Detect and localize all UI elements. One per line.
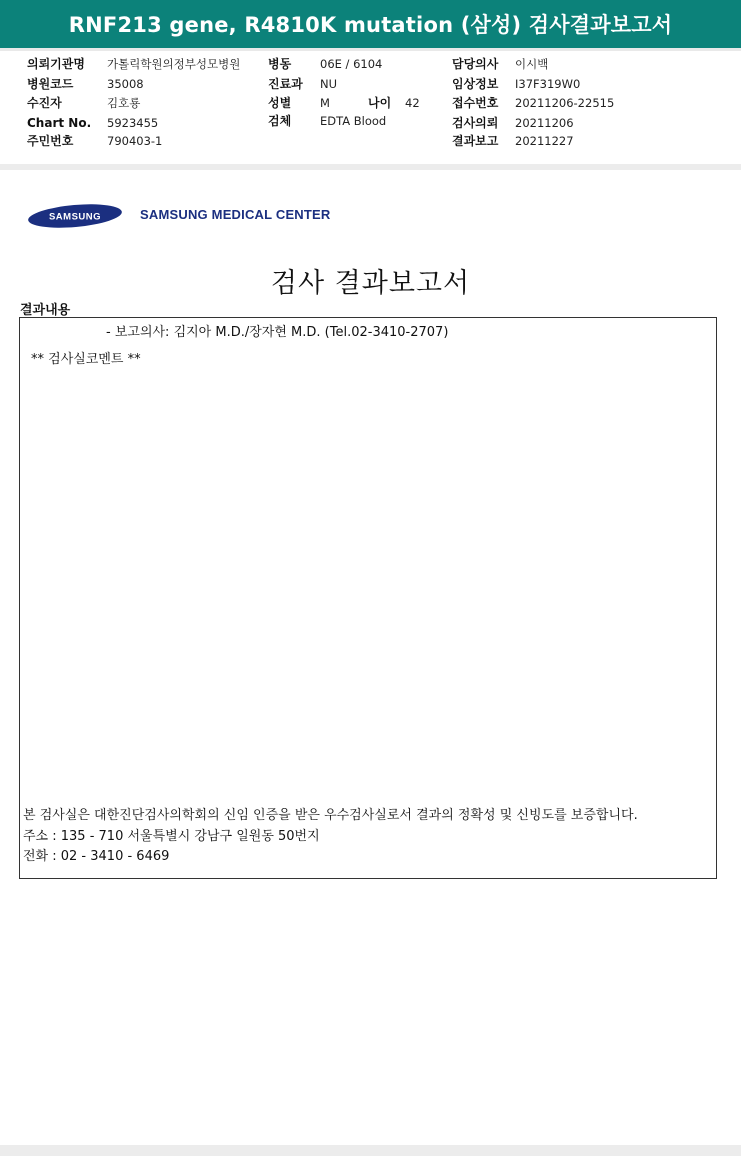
info-label-request-date: 검사의뢰 — [452, 116, 499, 130]
info-value-resident-no: 790403-1 — [107, 134, 163, 148]
info-value-specimen: EDTA Blood — [320, 114, 387, 128]
info-label-doctor: 담당의사 — [452, 57, 499, 71]
info-value-department: NU — [320, 77, 338, 91]
info-label-patient: 수진자 — [27, 96, 62, 110]
info-label-report-date: 결과보고 — [452, 134, 499, 148]
info-value-sex: M — [320, 96, 330, 110]
info-label-department: 진료과 — [268, 77, 303, 91]
lab-address: 주소 : 135 - 710 서울특별시 강남구 일원동 50번지 — [23, 829, 320, 844]
svg-text:SAMSUNG: SAMSUNG — [48, 211, 102, 223]
info-label-institution: 의뢰기관명 — [27, 57, 85, 71]
info-label-age: 나이 — [368, 96, 392, 110]
lab-phone: 전화 : 02 - 3410 - 6469 — [23, 849, 170, 864]
info-value-chart-no: 5923455 — [107, 116, 159, 130]
info-value-clinical-info: I37F319W0 — [515, 77, 581, 91]
info-value-hospital-code: 35008 — [107, 77, 144, 91]
report-title: 검사 결과보고서 — [270, 268, 471, 299]
info-value-patient: 김호룡 — [107, 96, 141, 110]
info-label-sex: 성별 — [268, 96, 292, 110]
info-value-report-date: 20211227 — [515, 134, 574, 148]
info-label-chart-no: Chart No. — [27, 116, 92, 130]
info-label-ward: 병동 — [268, 57, 292, 71]
info-label-hospital-code: 병원코드 — [27, 77, 74, 91]
info-value-institution: 가톨릭학원의정부성모병원 — [107, 57, 241, 71]
reporting-physician: - 보고의사: 김지아 M.D./장자현 M.D. (Tel.02-3410-2707) — [106, 325, 449, 340]
result-section-label: 결과내용 — [20, 303, 71, 318]
info-value-request-date: 20211206 — [515, 116, 574, 130]
result-content-box — [19, 317, 717, 879]
certification-statement: 본 검사실은 대한진단검사의학회의 신임 인증을 받은 우수검사실로서 결과의 정확성 및 신빙도를 보증합니다. — [23, 808, 638, 823]
lab-comment-heading: ** 검사실코멘트 ** — [31, 352, 141, 367]
medical-center-name: SAMSUNG MEDICAL CENTER — [140, 207, 331, 222]
info-label-receipt-no: 접수번호 — [452, 96, 499, 110]
info-value-ward: 06E / 6104 — [320, 57, 383, 71]
info-label-clinical-info: 임상정보 — [452, 77, 499, 91]
samsung-logo-mark — [27, 203, 123, 234]
page-bottom-bar — [0, 1145, 741, 1156]
info-value-doctor: 이시백 — [515, 57, 549, 71]
info-label-resident-no: 주민번호 — [27, 134, 74, 148]
report-header-title: RNF213 gene, R4810K mutation (삼성) 검사결과보고서 — [68, 13, 673, 37]
info-label-specimen: 검체 — [268, 114, 292, 128]
info-value-receipt-no: 20211206-22515 — [515, 96, 615, 110]
info-value-age: 42 — [405, 96, 420, 110]
patient-info-panel — [0, 50, 741, 165]
report-header-bar — [0, 0, 741, 51]
section-divider — [0, 164, 741, 170]
